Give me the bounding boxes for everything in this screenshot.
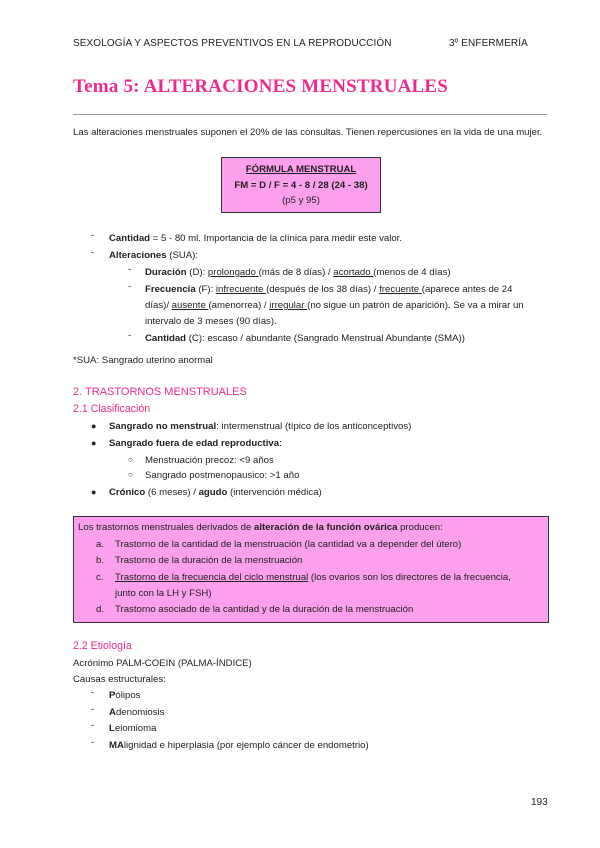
box-lead: Los trastornos menstruales derivados de alteración de la función ovárica producen: [78,522,443,533]
cause-item: Pólipos [109,690,141,701]
acronym-line: Acrónimo PALM-COEIN (PALMA-ÍNDICE) [73,658,252,669]
list-item-frecuencia: Frecuencia (F): infrecuente (después de los 38 días) / frecuente (aparece antes de 24 [145,284,513,295]
cause-item: Adenomiosis [109,707,165,718]
circle-bullet: ○ [128,470,133,479]
list-item-frecuencia-cont2: intervalo de 3 meses (90 días). [145,316,277,327]
list-item-alteraciones: Alteraciones (SUA): [109,250,199,261]
cause-item: Leiomioma [109,723,157,734]
page-number: 193 [531,797,548,808]
page-title: Tema 5: ALTERACIONES MENSTRUALES [73,76,449,97]
dash-marker: - [91,720,95,731]
box-item: Trastorno asociado de la cantidad y de la duración de la menstruación [115,604,414,615]
formula-box [221,157,381,213]
cause-item: MAlignidad e hiperplasia (por ejemplo cáncer de endometrio) [109,740,369,751]
sua-note: *SUA: Sangrado uterino anormal [73,355,213,366]
list-item-cronico: Crónico (6 meses) / agudo (intervención médica) [109,487,322,498]
box-item: Trastorno de la duración de la menstruación [115,555,303,566]
bullet-dot: ● [91,487,97,497]
dash-marker: - [91,230,95,241]
dash-marker: - [91,737,95,748]
dash-marker: - [128,281,132,292]
list-item-duracion: Duración (D): prolongado (más de 8 días) / acortado (menos de 4 días) [145,267,451,278]
list-item-fuera-edad: Sangrado fuera de edad reproductiva: [109,438,282,449]
dash-marker: - [91,687,95,698]
box-item: Trastorno de la frecuencia del ciclo menstrual (los ovarios son los directores de la frecuencia, [115,572,511,583]
list-item-no-menstrual: Sangrado no menstrual: intermenstrual (típico de los anticonceptivos) [109,421,412,432]
title-divider [73,114,547,115]
bullet-dot: ● [91,421,97,431]
subsection-heading: 2.2 Etiología [73,640,132,652]
causes-line: Causas estructurales: [73,674,166,685]
dash-marker: - [128,330,132,341]
box-item: Trastorno de la cantidad de la menstruación (la cantidad va a depender del útero) [115,539,462,550]
list-item-cantidad: Cantidad = 5 - 80 ml. Importancia de la clínica para medir este valor. [109,233,402,244]
dash-marker: - [91,704,95,715]
box-item-cont: junto con la LH y FSH) [115,588,212,599]
sublist-item: Sangrado postmenopausico: >1 año [145,470,300,481]
dash-marker: - [128,264,132,275]
circle-bullet: ○ [128,455,133,464]
section-heading: 2. TRASTORNOS MENSTRUALES [73,386,247,398]
intro-paragraph: Las alteraciones menstruales suponen el 20% de las consultas. Tienen repercusiones en la vida de una mujer. [73,127,543,138]
ovarian-disorders-box [73,516,549,623]
dash-marker: - [91,247,95,258]
box-item-letter: b. [96,555,105,566]
formula-heading: FÓRMULA MENSTRUAL [245,164,357,175]
formula-percentiles: (p5 y 95) [282,195,320,206]
header-course: 3º ENFERMERÍA [449,38,528,49]
box-item-letter: d. [96,604,105,615]
formula-equation: FM = D / F = 4 - 8 / 28 (24 - 38) [234,179,368,191]
box-item-letter: a. [96,539,105,550]
sublist-item: Menstruación precoz: <9 años [145,455,274,466]
list-item-cantidad-c: Cantidad (C): escaso / abundante (Sangrado Menstrual Abundante (SMA)) [145,333,465,344]
bullet-dot: ● [91,438,97,448]
list-item-frecuencia-cont: días)/ ausente (amenorrea) / irregular (no sigue un patrón de aparición). Se va a mirar un [145,300,524,311]
subsection-heading: 2.1 Clasificación [73,403,151,415]
box-item-letter: c. [96,572,104,583]
header-subject: SEXOLOGÍA Y ASPECTOS PREVENTIVOS EN LA REPRODUCCIÓN [73,38,392,49]
